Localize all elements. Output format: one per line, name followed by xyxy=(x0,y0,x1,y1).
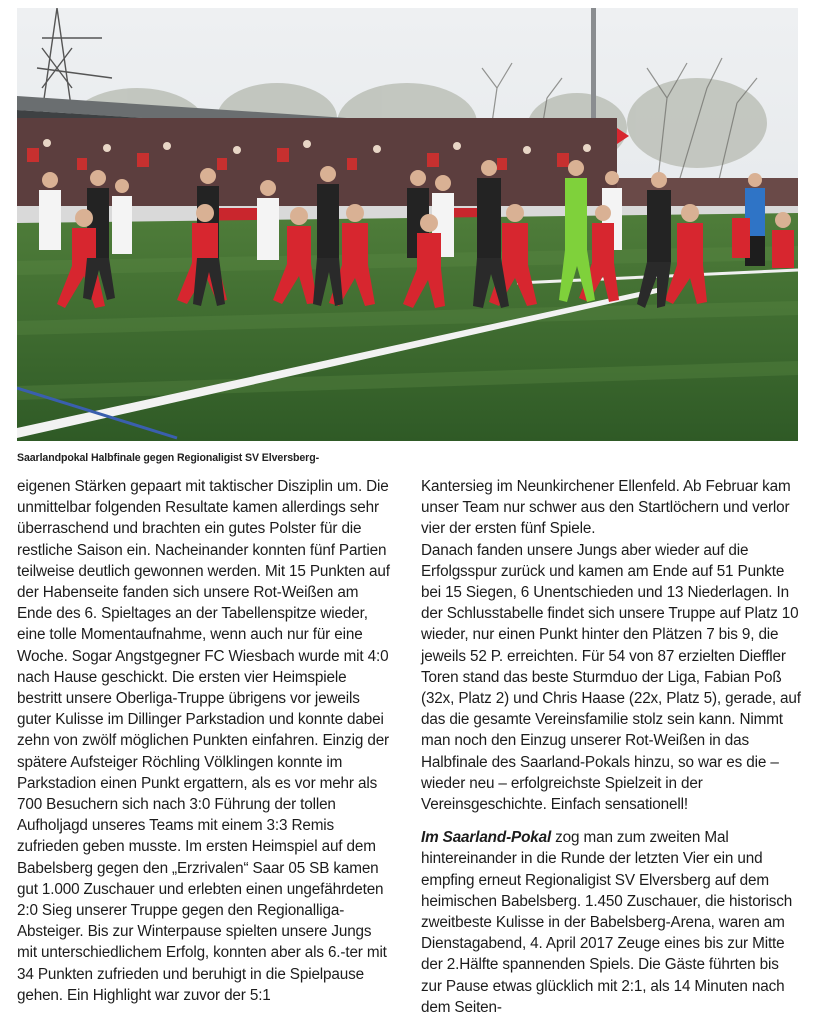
match-photo-illustration xyxy=(17,8,798,441)
match-photo xyxy=(17,8,798,441)
article-paragraph: Kantersieg im Neunkirchener Ellenfeld. Ab Februar kam unser Team nur schwer aus den Startlöchern und verlor vier der ersten fünf Spiele. xyxy=(421,478,791,538)
photo-caption: Saarlandpokal Halbfinale gegen Regionaligist SV Elversberg- xyxy=(17,452,319,464)
section-text: zog man zum zweiten Mal hintereinander in die Runde der letzten Vier ein und empfing erneut Regionaligist SV Elversberg auf dem heimischen Babelsberg. 1.450 Zuschauer, die historisch zweitbeste Kulisse in der Babelsberg-Arena, waren am Dienstagabend, 4. April 2017 Zeuge eines bis zur Mitte der 2.Hälfte spannenden Spiels. Die Gäste führten bis zur Pause etwas glücklich mit 2:1, als 14 Minuten nach dem Seiten- xyxy=(421,829,793,1016)
article-paragraph-saarland-pokal xyxy=(421,827,801,1018)
article-paragraph: eigenen Stärken gepaart mit taktischer Disziplin um. Die unmittelbar folgenden Resultate kamen allerdings sehr überraschend und brachten ein gutes Polster für die restliche Saison ein. Nacheinander konnten fünf Partien teilweise deutlich gewonnen werden. Mit 15 Punkten auf der Habenseite fanden sich unsere Rot-Weißen am Ende des 6. Spieltages an der Tabellenspitze wieder, eine tolle Momentaufnahme, wenn auch nur für eine Woche. Sogar Angstgegner FC Wiesbach wurde mit 4:0 nach Hause geschickt. Die ersten vier Heimspiele bestritt unsere Oberliga-Truppe übrigens vor jeweils guter Kulisse im Dillinger Parkstadion und konnte dabei zehn von zwölf möglichen Punkten einfahren. Einzig der spätere Aufsteiger Röchling Völklingen konnte im Parkstadion einen Punkt ergattern, als es vor mehr als 700 Besuchern sich nach 3:0 Führung der tollen Aufholjagd unseres Teams mit einem 3:3 Remis zufrieden geben musste. Im ersten Heimspiel auf dem Babelsberg gegen den „Erzrivalen“ Saar 05 SB kamen gut 1.000 Zuschauer und erlebten einen ungefährdeten 2:0 Sieg unserer Truppe gegen den Regionalliga-Absteiger. Bis zur Winterpause spielten unsere Jungs mit unterschiedlichem Erfolg, konnten aber als 6.-ter mit 34 Punkten zufrieden und beruhigt in die Spielpause gehen. Ein Highlight war zuvor der 5:1 xyxy=(17,478,390,1004)
section-lead: Im Saarland-Pokal xyxy=(421,829,552,847)
article-column-left xyxy=(17,476,395,1006)
article-column-right xyxy=(421,476,801,1018)
article-paragraph: Danach fanden unsere Jungs aber wieder auf die Erfolgsspur zurück und kamen am Ende auf 51 Punkte bei 15 Siegen, 6 Unentschieden und 13 Niederlagen. In der Schlusstabelle findet sich unsere Truppe auf Platz 10 wieder, nur einen Punkt hinter den Plätzen 7 bis 9, die jeweils 52 P. erreichten. Für 54 von 87 erzielten Dieffler Toren stand das beste Sturmduo der Liga, Fabian Poß (32x, Platz 2) und Chris Haase (22x, Platz 5), gerade, auf das die gesamte Vereinsfamilie stolz sein kann. Nimmt man noch den Einzug unserer Rot-Weißen in das Halbfinale des Saarland-Pokals hinzu, so war es die – wieder neu – erfolgreichste Spielzeit in der Vereinsgeschichte. Einfach sensationell! xyxy=(421,541,801,814)
